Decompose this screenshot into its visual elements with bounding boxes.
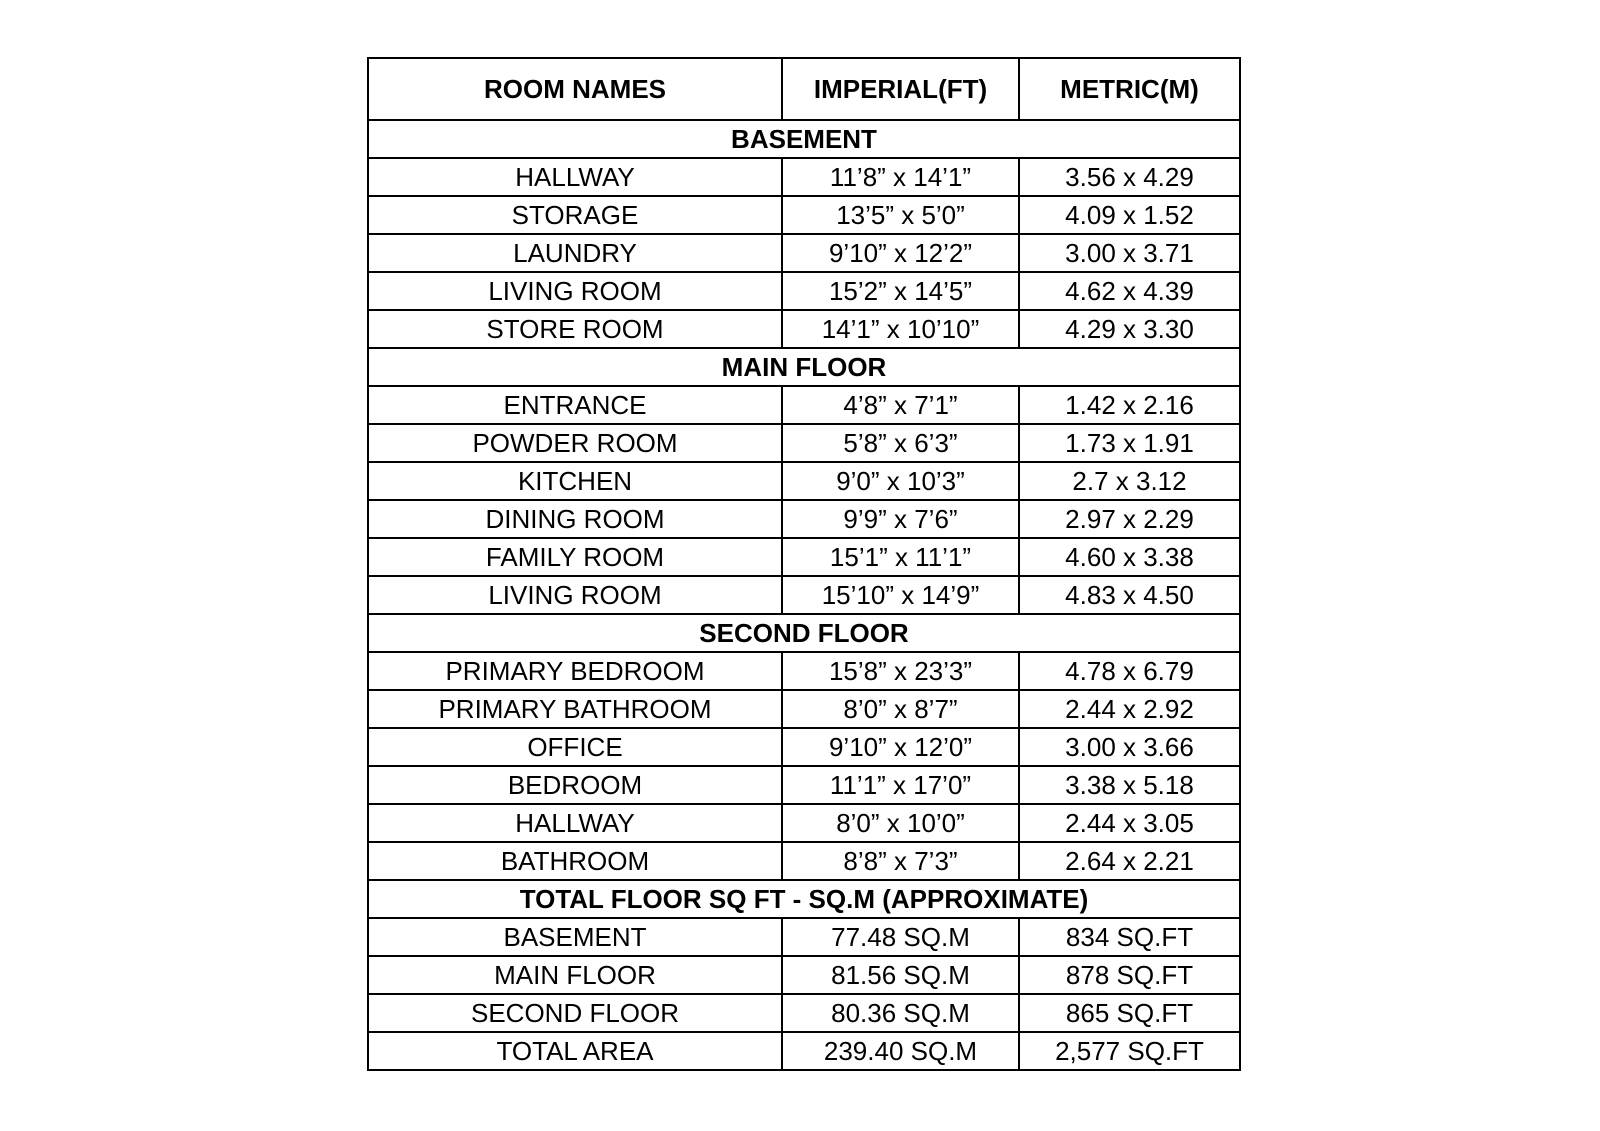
imperial-cell: 9’9” x 7’6” xyxy=(782,500,1019,538)
table-row xyxy=(368,538,1240,576)
metric-cell: 3.56 x 4.29 xyxy=(1019,158,1240,196)
metric-cell: 2.64 x 2.21 xyxy=(1019,842,1240,880)
table-row xyxy=(368,424,1240,462)
imperial-cell: 9’10” x 12’2” xyxy=(782,234,1019,272)
table-row xyxy=(368,500,1240,538)
room-name-cell: OFFICE xyxy=(368,728,782,766)
metric-cell: 834 SQ.FT xyxy=(1019,918,1240,956)
table-row xyxy=(368,804,1240,842)
table-row xyxy=(368,766,1240,804)
table-row xyxy=(368,196,1240,234)
metric-cell: 3.00 x 3.66 xyxy=(1019,728,1240,766)
metric-cell: 3.38 x 5.18 xyxy=(1019,766,1240,804)
metric-cell: 4.09 x 1.52 xyxy=(1019,196,1240,234)
room-name-cell: LAUNDRY xyxy=(368,234,782,272)
imperial-cell: 8’8” x 7’3” xyxy=(782,842,1019,880)
imperial-cell: 9’10” x 12’0” xyxy=(782,728,1019,766)
section-title: BASEMENT xyxy=(368,120,1240,158)
imperial-cell: 11’8” x 14’1” xyxy=(782,158,1019,196)
metric-cell: 865 SQ.FT xyxy=(1019,994,1240,1032)
room-name-cell: ENTRANCE xyxy=(368,386,782,424)
imperial-cell: 239.40 SQ.M xyxy=(782,1032,1019,1070)
header-metric: METRIC(M) xyxy=(1019,58,1240,120)
room-name-cell: LIVING ROOM xyxy=(368,576,782,614)
table-header-row xyxy=(368,58,1240,120)
table-row xyxy=(368,994,1240,1032)
imperial-cell: 15’1” x 11’1” xyxy=(782,538,1019,576)
table-row xyxy=(368,1032,1240,1070)
metric-cell: 4.29 x 3.30 xyxy=(1019,310,1240,348)
section-title: SECOND FLOOR xyxy=(368,614,1240,652)
table-row xyxy=(368,576,1240,614)
table-body xyxy=(368,120,1240,1070)
imperial-cell: 14’1” x 10’10” xyxy=(782,310,1019,348)
room-name-cell: HALLWAY xyxy=(368,158,782,196)
table-row xyxy=(368,690,1240,728)
table-row xyxy=(368,728,1240,766)
table-row xyxy=(368,956,1240,994)
room-name-cell: KITCHEN xyxy=(368,462,782,500)
imperial-cell: 77.48 SQ.M xyxy=(782,918,1019,956)
table-row xyxy=(368,462,1240,500)
room-name-cell: FAMILY ROOM xyxy=(368,538,782,576)
imperial-cell: 13’5” x 5’0” xyxy=(782,196,1019,234)
room-name-cell: HALLWAY xyxy=(368,804,782,842)
table-row xyxy=(368,652,1240,690)
metric-cell: 2.97 x 2.29 xyxy=(1019,500,1240,538)
metric-cell: 4.62 x 4.39 xyxy=(1019,272,1240,310)
imperial-cell: 8’0” x 10’0” xyxy=(782,804,1019,842)
metric-cell: 2.44 x 3.05 xyxy=(1019,804,1240,842)
imperial-cell: 4’8” x 7’1” xyxy=(782,386,1019,424)
metric-cell: 1.42 x 2.16 xyxy=(1019,386,1240,424)
header-room-names: ROOM NAMES xyxy=(368,58,782,120)
metric-cell: 3.00 x 3.71 xyxy=(1019,234,1240,272)
table-row xyxy=(368,310,1240,348)
room-dimensions-table xyxy=(367,57,1241,1071)
room-name-cell: STORE ROOM xyxy=(368,310,782,348)
section-title: TOTAL FLOOR SQ FT - SQ.M (APPROXIMATE) xyxy=(368,880,1240,918)
room-name-cell: LIVING ROOM xyxy=(368,272,782,310)
section-row-second-floor xyxy=(368,614,1240,652)
metric-cell: 2.44 x 2.92 xyxy=(1019,690,1240,728)
metric-cell: 4.60 x 3.38 xyxy=(1019,538,1240,576)
metric-cell: 2.7 x 3.12 xyxy=(1019,462,1240,500)
room-name-cell: TOTAL AREA xyxy=(368,1032,782,1070)
room-name-cell: BASEMENT xyxy=(368,918,782,956)
room-name-cell: SECOND FLOOR xyxy=(368,994,782,1032)
room-name-cell: BEDROOM xyxy=(368,766,782,804)
metric-cell: 4.78 x 6.79 xyxy=(1019,652,1240,690)
imperial-cell: 81.56 SQ.M xyxy=(782,956,1019,994)
table-row xyxy=(368,842,1240,880)
section-row-totals xyxy=(368,880,1240,918)
imperial-cell: 5’8” x 6’3” xyxy=(782,424,1019,462)
section-title: MAIN FLOOR xyxy=(368,348,1240,386)
imperial-cell: 9’0” x 10’3” xyxy=(782,462,1019,500)
section-row-basement xyxy=(368,120,1240,158)
imperial-cell: 8’0” x 8’7” xyxy=(782,690,1019,728)
header-imperial: IMPERIAL(FT) xyxy=(782,58,1019,120)
imperial-cell: 15’2” x 14’5” xyxy=(782,272,1019,310)
room-name-cell: POWDER ROOM xyxy=(368,424,782,462)
room-name-cell: PRIMARY BEDROOM xyxy=(368,652,782,690)
table-row xyxy=(368,386,1240,424)
metric-cell: 878 SQ.FT xyxy=(1019,956,1240,994)
room-name-cell: STORAGE xyxy=(368,196,782,234)
imperial-cell: 15’8” x 23’3” xyxy=(782,652,1019,690)
table-row xyxy=(368,272,1240,310)
room-name-cell: BATHROOM xyxy=(368,842,782,880)
table-row xyxy=(368,918,1240,956)
table-row xyxy=(368,158,1240,196)
room-name-cell: MAIN FLOOR xyxy=(368,956,782,994)
imperial-cell: 15’10” x 14’9” xyxy=(782,576,1019,614)
room-name-cell: DINING ROOM xyxy=(368,500,782,538)
room-name-cell: PRIMARY BATHROOM xyxy=(368,690,782,728)
metric-cell: 2,577 SQ.FT xyxy=(1019,1032,1240,1070)
imperial-cell: 80.36 SQ.M xyxy=(782,994,1019,1032)
metric-cell: 4.83 x 4.50 xyxy=(1019,576,1240,614)
metric-cell: 1.73 x 1.91 xyxy=(1019,424,1240,462)
section-row-main-floor xyxy=(368,348,1240,386)
table-row xyxy=(368,234,1240,272)
imperial-cell: 11’1” x 17’0” xyxy=(782,766,1019,804)
